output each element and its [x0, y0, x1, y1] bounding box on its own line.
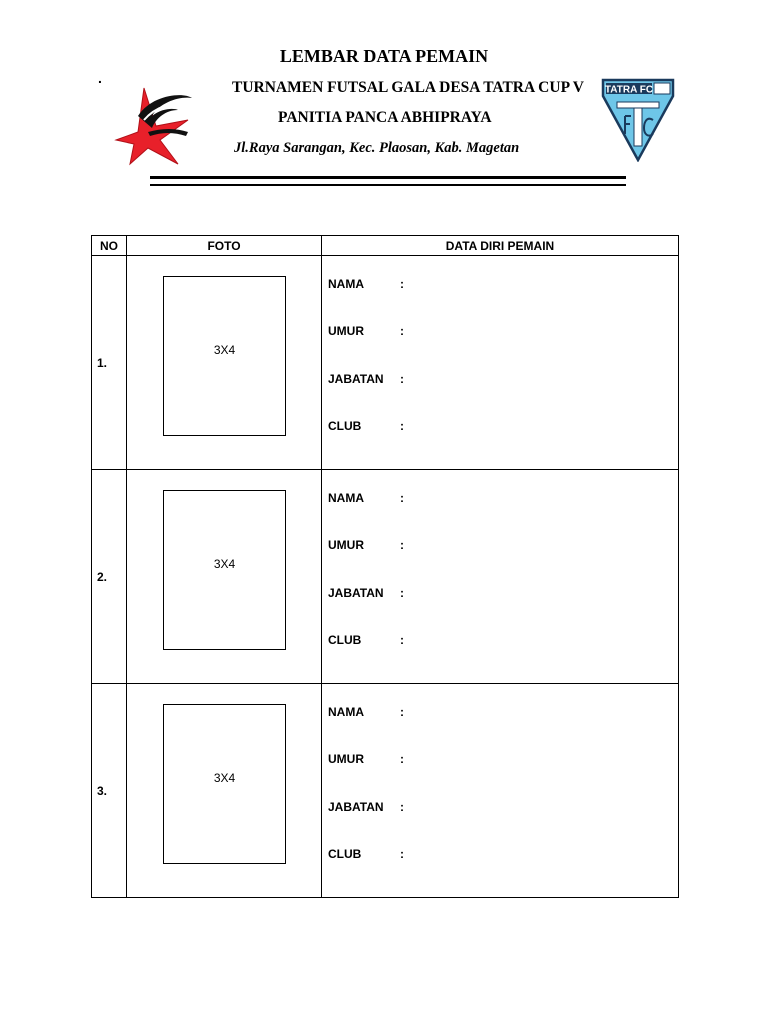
- field-club: [328, 633, 404, 647]
- table-row: [92, 470, 679, 684]
- photo-placeholder-box: [163, 276, 286, 436]
- player-data-cell: [322, 256, 679, 470]
- field-label: CLUB: [328, 633, 362, 647]
- player-data-cell: [322, 470, 679, 684]
- field-separator: :: [400, 372, 404, 386]
- field-umur: [328, 324, 404, 338]
- row-number: 2.: [92, 470, 127, 684]
- field-separator: :: [400, 586, 404, 600]
- field-separator: :: [400, 538, 404, 552]
- player-data-cell: [322, 684, 679, 898]
- header-photo: FOTO: [127, 236, 322, 256]
- field-separator: :: [400, 277, 404, 291]
- field-separator: :: [400, 419, 404, 433]
- field-umur: [328, 538, 404, 552]
- field-label: JABATAN: [328, 800, 384, 814]
- tatra-fc-crest-icon: [601, 78, 675, 162]
- field-club: [328, 847, 404, 861]
- field-separator: :: [400, 752, 404, 766]
- field-club: [328, 419, 404, 433]
- photo-size-label: 3X4: [213, 557, 236, 571]
- field-umur: [328, 752, 404, 766]
- header-player-data: DATA DIRI PEMAIN: [322, 236, 679, 256]
- committee-name: PANITIA PANCA ABHIPRAYA: [278, 109, 492, 126]
- field-separator: :: [400, 800, 404, 814]
- photo-size-label: 3X4: [213, 771, 236, 785]
- photo-placeholder-box: [163, 704, 286, 864]
- table-header-row: [92, 236, 679, 256]
- photo-cell: [127, 684, 322, 898]
- field-label: NAMA: [328, 277, 364, 291]
- address-line: Jl.Raya Sarangan, Kec. Plaosan, Kab. Magetan: [234, 140, 520, 156]
- header-divider-thin: [150, 184, 626, 186]
- field-label: UMUR: [328, 324, 364, 338]
- table-row: [92, 684, 679, 898]
- photo-cell: [127, 470, 322, 684]
- red-star-logo-icon: [104, 80, 196, 168]
- field-separator: :: [400, 847, 404, 861]
- header-no: NO: [92, 236, 127, 256]
- field-separator: :: [400, 324, 404, 338]
- field-separator: :: [400, 491, 404, 505]
- field-label: JABATAN: [328, 586, 384, 600]
- field-jabatan: [328, 586, 404, 600]
- field-nama: [328, 705, 404, 719]
- document-title: LEMBAR DATA PEMAIN: [279, 46, 489, 66]
- row-number: 1.: [92, 256, 127, 470]
- field-label: NAMA: [328, 705, 364, 719]
- field-separator: :: [400, 633, 404, 647]
- field-nama: [328, 277, 404, 291]
- field-jabatan: [328, 372, 404, 386]
- field-label: CLUB: [328, 419, 362, 433]
- field-nama: [328, 491, 404, 505]
- stray-mark: .: [98, 70, 102, 86]
- field-label: JABATAN: [328, 372, 384, 386]
- field-label: UMUR: [328, 752, 364, 766]
- field-separator: :: [400, 705, 404, 719]
- field-label: NAMA: [328, 491, 364, 505]
- player-data-table: [91, 235, 679, 898]
- field-jabatan: [328, 800, 404, 814]
- photo-size-label: 3X4: [213, 343, 236, 357]
- table-row: [92, 256, 679, 470]
- row-number: 3.: [92, 684, 127, 898]
- photo-placeholder-box: [163, 490, 286, 650]
- header-divider-thick: [150, 176, 626, 179]
- field-label: CLUB: [328, 847, 362, 861]
- tournament-name: TURNAMEN FUTSAL GALA DESA TATRA CUP V: [232, 79, 584, 96]
- field-label: UMUR: [328, 538, 364, 552]
- photo-cell: [127, 256, 322, 470]
- crest-label: TATRA FC: [604, 84, 654, 96]
